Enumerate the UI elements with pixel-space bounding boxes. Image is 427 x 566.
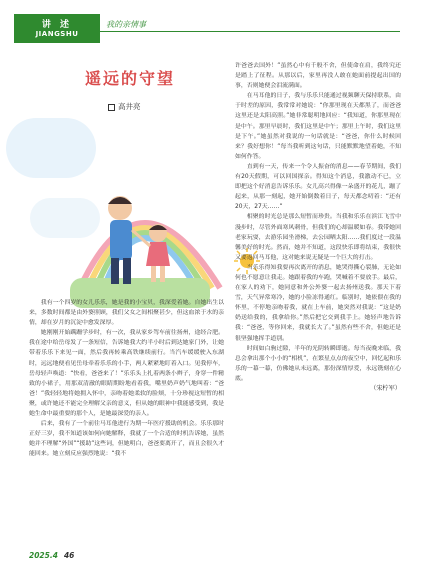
section-name-pinyin: JIANGSHU <box>35 30 79 38</box>
header-rule <box>100 31 400 32</box>
article-paragraph: 当乐乐得知我要再次离开的消息，她哭得撕心裂肺，无论如何也不愿意让我走。她跟着我的车跑，哭喊着不要放手。最后，在家人的劝下，她同意和外公外婆一起去扬州送我。那天下着雪，天气异常寒冷，她的小脸冻得通红。临别时，她依偎在我的怀里，不停地亲吻着我，就在上车前，她突然对我说：“这是奶奶送给我的，我拿给你。”然后把它交到我手上。她轻声地告诉我：“爸爸，等你回来，我就长大了。”虽然有些不舍，但她还是很坚强地挥手道别。 <box>235 264 401 342</box>
page-header <box>0 0 427 48</box>
author-name: 高井亮 <box>118 102 141 111</box>
article-paragraph: 在马耳他的日子，我与乐乐只能通过视频聊天保持联系，由于时差的原因，我常常对她说：“你那里现在天都黑了，而爸爸这里还是太阳高照。”她非常聪明地回应：“我知道，你那里现在是中午。那里早晨时，我们这里是中午；那里上午时，我们这里是下午。”她虽然对我说的一句话就是：“爸爸，你什么时候回来？我好想你！”每当我听到这句话，只能默默地望着她，不知如何作答。 <box>235 93 401 160</box>
article-paragraph: 后来，我有了一个前往马耳他进行为期一年医疗援助的机会。乐乐那时正好三岁，我不知道该如何向她解释，我就了一个合适的时机告诉她，虽然她并不理解“外国”“援助”这些词，但她明白，爸爸要离开了，而且会很久才能回来。她立刻反应强烈地说：“我不 <box>29 421 224 458</box>
column-name: 我的亲情事 <box>106 20 146 29</box>
page-number: 46 <box>63 551 75 560</box>
article-paragraph: 相聚的时光总是那么短暂而珍贵。当我和乐乐在滨江飞雪中漫步时，尽管外面寒风刺骨，但我们的心却温暖如春。我带她回老家玩耍，去游乐园坐滑梯，去公园晒太阳……我们度过一段温馨美好的时光。然而，她并不知道，这段快乐即将结束，我很快又要返回马耳他，这对她来说无疑是一个巨大的打击。 <box>235 214 401 261</box>
section-tab <box>14 14 100 43</box>
article-paragraph: 直到有一天，传来一个令人振奋的消息——春节期间，我们有20天假期，可以回国探亲。得知这个消息，我激动不已，立即把这个好消息告诉乐乐。女儿高兴得像一朵盛开的花儿，蹦了起来，从那一刻起，她开始倒数着日子，每天都念叨着：“还有20天，27天……” <box>235 163 401 211</box>
article-paragraph: 许爸爸去国外！”虽然心中有千般不舍，但使命在肩，我终究还是踏上了征程。从那以后，家里再没人敢在她面前提起出国的事，否则她便会泪流满面。 <box>235 63 401 90</box>
article-paragraph: 她刚刚开始蹒跚学步时，有一次，我从家乡驾车前往扬州，途经合肥。我在途中给岳母发了一条短信，告诉她我大约半小时后到达她家门外，让她带着乐乐下来见一面，然后我再转乘高铁继续前行。当汽车缓缓驶入东湖时，远远地便看见岳母牵着乐乐的小手，两人紧紧地盯着入口。见我停车，岳母轻声唤道：“快看，爸爸来了！”乐乐头上扎着两条小辫子，身穿一件精致的小裙子，用那双清澈的眼睛期盼地看着我，嘴里奶声奶气地叫着：“爸爸！”我轻轻地将她拥入怀中，亲吻着她柔软的脸颊，十分珍视这短暂的相聚，或许她还不能完全理解父亲的意义，但从她的眼神中我能感受到，我是她生命中最重要的那个人，是她最深爱的亲人。 <box>29 330 224 418</box>
article-paragraph: 我有一个四岁的女儿乐乐，她是我的小宝贝，我深爱着她。自她出生以来，多数时间都是由外婆照顾，我们父女之间相聚甚少，但这血浓于水的亲情，却在岁月的沉淀中愈发深厚。 <box>29 300 224 327</box>
author-marker-icon <box>108 104 115 111</box>
article-signature: （宋柠军） <box>370 385 401 392</box>
author-line <box>108 101 141 112</box>
issue-number: 2025.4 <box>29 551 58 560</box>
text-column-right <box>235 61 401 394</box>
text-column-left <box>29 298 224 460</box>
page-footer <box>29 551 74 560</box>
article-paragraph: 时间如白驹过隙，半年的光阴转瞬即逝。每当夜晚来临，我总会拿出那个小小的“相机”，在繁星点点的夜空中，回忆起和乐乐的一幕一幕，仿佛她从未远离，那份深情厚爱，永远镌刻在心底。 <box>235 345 401 382</box>
article-title: 遥远的守望 <box>84 69 175 88</box>
section-name: 讲 述 <box>41 20 73 30</box>
father-and-daughter-illustration <box>50 138 230 313</box>
